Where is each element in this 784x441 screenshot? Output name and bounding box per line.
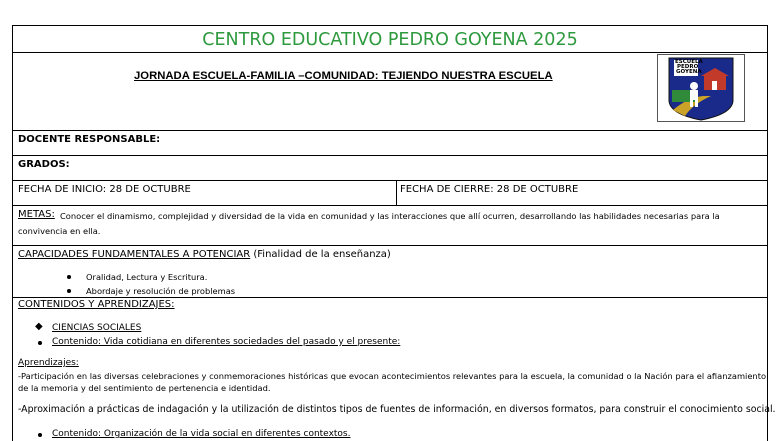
bullet-icon bbox=[38, 433, 42, 437]
table-border-right bbox=[767, 25, 768, 441]
logo-text-3: GOYENA bbox=[676, 69, 702, 75]
capacidades-suffix: (Finalidad de la enseñanza) bbox=[250, 249, 391, 260]
metas-text-line1: Conocer el dinamismo, complejidad y diversidad de la vida en comunidad y las interacciones que allí ocurren, desarrollando las habilidades necesarias para la bbox=[60, 211, 720, 221]
aprendizaje-2: -Aproximación a prácticas de indagación y la utilización de distintos tipos de fuentes de información, en diversos formatos, para construir el conocimiento social. bbox=[18, 404, 776, 415]
school-title: CENTRO EDUCATIVO PEDRO GOYENA 2025 bbox=[202, 30, 578, 50]
contenido-2: Contenido: Organización de la vida social en diferentes contextos. bbox=[52, 429, 351, 439]
bullet-icon bbox=[38, 341, 42, 345]
table-border-left bbox=[12, 25, 13, 441]
logo-text-2: PEDRO bbox=[677, 64, 699, 70]
document-subtitle: JORNADA ESCUELA-FAMILIA –COMUNIDAD: TEJIENDO NUESTRA ESCUELA bbox=[134, 70, 553, 82]
bullet-icon bbox=[67, 289, 71, 293]
list-item: Abordaje y resolución de problemas bbox=[86, 286, 236, 296]
metas-label: METAS: bbox=[18, 209, 55, 220]
logo-text-1: ESCUELA bbox=[675, 59, 703, 65]
docente-label: DOCENTE RESPONSABLE: bbox=[18, 134, 161, 145]
row-divider bbox=[12, 52, 768, 53]
area-label: CIENCIAS SOCIALES bbox=[52, 323, 142, 333]
row-divider bbox=[12, 130, 768, 131]
aprendizaje-1-line1: -Participación en las diversas celebraciones y conmemoraciones históricas que evocan acontecimientos relevantes para la escuela, la comunidad o la Nación para el afianzamiento bbox=[18, 371, 767, 381]
capacidades-label: CAPACIDADES FUNDAMENTALES A POTENCIAR bbox=[18, 249, 251, 260]
table-border-top bbox=[12, 25, 768, 26]
school-logo bbox=[657, 54, 745, 122]
capacidades-heading bbox=[18, 249, 391, 260]
fecha-inicio: FECHA DE INICIO: 28 DE OCTUBRE bbox=[18, 184, 191, 195]
aprendizaje-1-line2: de la memoria y del sentimiento de pertenencia e identidad. bbox=[18, 383, 271, 393]
fecha-cierre: FECHA DE CIERRE: 28 DE OCTUBRE bbox=[400, 184, 579, 195]
row-divider bbox=[12, 155, 768, 156]
cell-divider bbox=[396, 180, 397, 205]
diamond-bullet-icon: ◆ bbox=[35, 321, 43, 332]
bullet-icon bbox=[67, 275, 71, 279]
row-divider bbox=[12, 297, 768, 298]
row-divider bbox=[12, 180, 768, 181]
row-divider bbox=[12, 205, 768, 206]
metas-text-line2: convivencia en ella. bbox=[18, 226, 101, 236]
row-divider bbox=[12, 245, 768, 246]
grados-label: GRADOS: bbox=[18, 159, 70, 170]
aprendizajes-label: Aprendizajes: bbox=[18, 358, 79, 368]
list-item: Oralidad, Lectura y Escritura. bbox=[86, 272, 208, 282]
contenido-1: Contenido: Vida cotidiana en diferentes sociedades del pasado y el presente: bbox=[52, 337, 401, 347]
contenidos-label: CONTENIDOS Y APRENDIZAJES: bbox=[18, 299, 175, 310]
